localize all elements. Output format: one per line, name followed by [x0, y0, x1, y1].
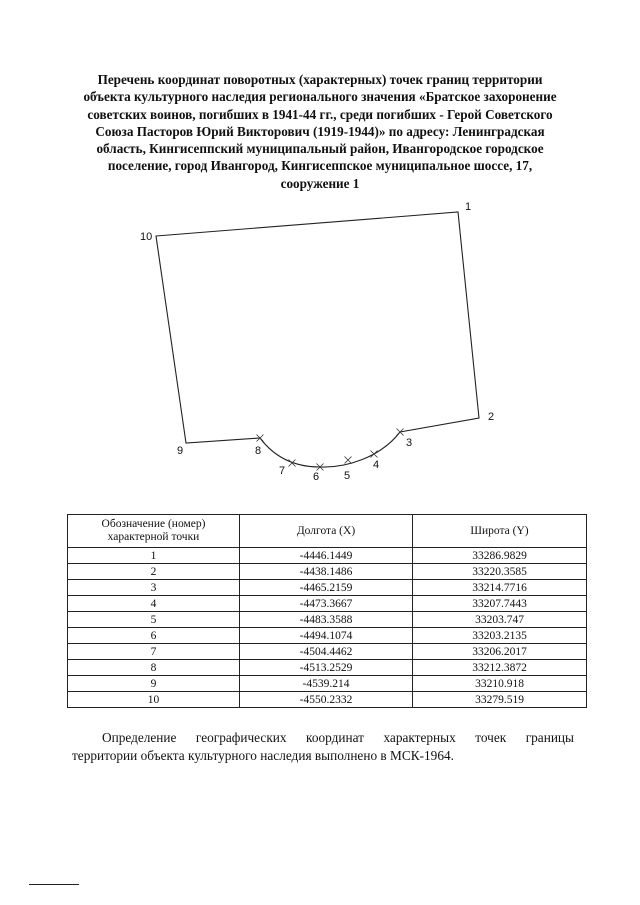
title-line: советских воинов, погибших в 1941-44 гг., среди погибших - Герой Советского: [87, 106, 553, 122]
latitude-cell: 33214.7716: [413, 580, 587, 596]
latitude-cell: 33206.2017: [413, 644, 587, 660]
title-line: Перечень координат поворотных (характерных) точек границ территории: [97, 72, 543, 87]
point-label: 4: [373, 459, 380, 471]
note-line-1: Определение географических координат характерных точек границы: [102, 730, 574, 745]
table-row: [68, 660, 587, 676]
title-line: объекта культурного наследия регионального значения «Братское захоронение: [83, 89, 557, 105]
header-point-number: Обозначение (номер) характерной точки: [68, 515, 240, 548]
header-latitude: Широта (Y): [413, 515, 587, 548]
latitude-cell: 33279.519: [413, 692, 587, 708]
point-number-cell: 10: [68, 692, 240, 708]
point-label: 6: [313, 471, 320, 483]
title-line: поселение, город Ивангород, Кингисеппское муниципальное шоссе, 17,: [107, 158, 533, 174]
point-number-cell: 4: [68, 596, 240, 612]
table-row: [68, 564, 587, 580]
longitude-cell: -4550.2332: [240, 692, 413, 708]
point-number-cell: 6: [68, 628, 240, 644]
point-label: 10: [140, 231, 153, 243]
point-label: 7: [279, 465, 286, 477]
longitude-cell: -4539.214: [240, 676, 413, 692]
latitude-cell: 33220.3585: [413, 564, 587, 580]
table-row: [68, 596, 587, 612]
note-paragraph: [72, 729, 574, 764]
latitude-cell: 33207.7443: [413, 596, 587, 612]
boundary-plan: [140, 196, 510, 496]
longitude-cell: -4465.2159: [240, 580, 413, 596]
title-line: область, Кингисеппский муниципальный район, Ивангородское городское: [96, 141, 544, 157]
title-line: Союза Пасторов Юрий Викторович (1919-1944)» по адресу: Ленинградская: [95, 123, 545, 139]
longitude-cell: -4438.1486: [240, 564, 413, 580]
point-number-cell: 1: [68, 548, 240, 564]
boundary-polygon: [156, 212, 479, 467]
longitude-cell: -4483.3588: [240, 612, 413, 628]
table-row: [68, 676, 587, 692]
footnote-rule: [29, 884, 79, 885]
title-line: сооружение 1: [280, 175, 360, 191]
table-row: [68, 628, 587, 644]
table-row: [68, 644, 587, 660]
point-marker: [371, 451, 378, 458]
point-label: 2: [488, 411, 495, 423]
longitude-cell: -4473.3667: [240, 596, 413, 612]
longitude-cell: -4446.1449: [240, 548, 413, 564]
table-header-row: [68, 515, 587, 548]
point-number-cell: 9: [68, 676, 240, 692]
coordinates-table: [67, 514, 587, 708]
point-labels: [140, 201, 494, 483]
latitude-cell: 33212.3872: [413, 660, 587, 676]
latitude-cell: 33203.2135: [413, 628, 587, 644]
table-row: [68, 548, 587, 564]
point-number-cell: 2: [68, 564, 240, 580]
point-label: 3: [406, 437, 413, 449]
point-number-cell: 7: [68, 644, 240, 660]
point-label: 1: [465, 201, 472, 213]
note-line-2: территории объекта культурного наследия выполнено в МСК-1964.: [72, 747, 454, 763]
header-longitude: Долгота (X): [240, 515, 413, 548]
latitude-cell: 33203.747: [413, 612, 587, 628]
point-label: 9: [177, 445, 184, 457]
point-number-cell: 5: [68, 612, 240, 628]
point-number-cell: 3: [68, 580, 240, 596]
point-label: 5: [344, 470, 351, 482]
point-number-cell: 8: [68, 660, 240, 676]
latitude-cell: 33210.918: [413, 676, 587, 692]
longitude-cell: -4494.1074: [240, 628, 413, 644]
point-marker: [345, 457, 352, 464]
point-label: 8: [255, 445, 262, 457]
longitude-cell: -4513.2529: [240, 660, 413, 676]
document-title: [70, 71, 570, 192]
table-row: [68, 612, 587, 628]
table-row: [68, 580, 587, 596]
latitude-cell: 33286.9829: [413, 548, 587, 564]
table-row: [68, 692, 587, 708]
longitude-cell: -4504.4462: [240, 644, 413, 660]
